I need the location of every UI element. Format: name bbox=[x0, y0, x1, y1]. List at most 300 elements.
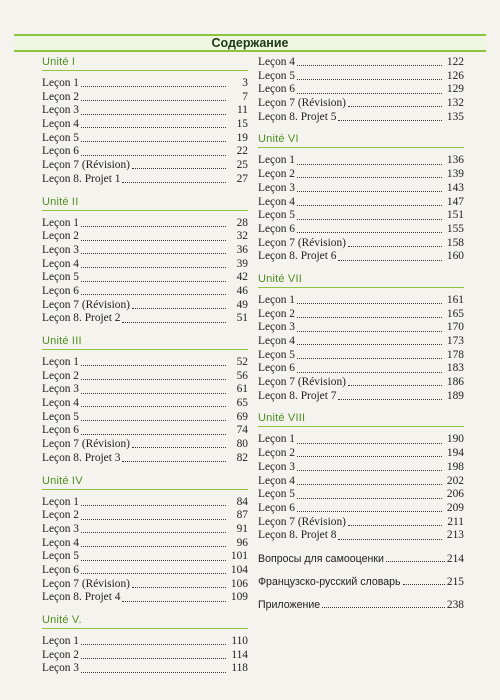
entry-label: Leçon 8. Projet 1 bbox=[42, 172, 121, 185]
entry-page: 132 bbox=[446, 97, 464, 110]
dot-leader bbox=[81, 226, 226, 227]
entry-page: 214 bbox=[446, 552, 464, 565]
toc-entry bbox=[42, 662, 248, 676]
entry-page: 183 bbox=[446, 362, 464, 375]
dot-leader bbox=[338, 399, 442, 400]
entry-page: 190 bbox=[446, 433, 464, 446]
spacer bbox=[258, 403, 464, 412]
entry-page: 84 bbox=[236, 495, 248, 508]
entry-label: Leçon 3 bbox=[258, 460, 296, 473]
dot-leader bbox=[132, 587, 226, 588]
entry-page: 104 bbox=[230, 563, 248, 576]
toc-entry bbox=[258, 529, 464, 543]
toc-entry bbox=[42, 77, 248, 91]
dot-leader bbox=[81, 393, 226, 394]
unit-heading bbox=[42, 475, 248, 488]
toc-entry bbox=[42, 104, 248, 118]
dot-leader bbox=[81, 406, 226, 407]
entry-label: Leçon 4 bbox=[258, 195, 296, 208]
unit-heading bbox=[42, 335, 248, 348]
entry-label: Leçon 5 bbox=[258, 69, 296, 82]
dot-leader bbox=[132, 168, 226, 169]
entry-label: Leçon 8. Projet 8 bbox=[258, 529, 337, 542]
entry-label: Leçon 6 bbox=[42, 284, 80, 297]
dot-leader bbox=[81, 546, 226, 547]
dot-leader bbox=[348, 525, 442, 526]
entry-page: 213 bbox=[446, 529, 464, 542]
entry-page: 198 bbox=[446, 460, 464, 473]
toc-entry bbox=[258, 223, 464, 237]
dot-leader bbox=[297, 498, 442, 499]
toc-entry bbox=[42, 550, 248, 564]
entry-page: 49 bbox=[236, 298, 248, 311]
entry-page: 129 bbox=[446, 83, 464, 96]
entry-label: Leçon 5 bbox=[42, 131, 80, 144]
unit-rule bbox=[42, 489, 248, 490]
unit-label: Unité VII bbox=[258, 272, 302, 285]
entry-label: Leçon 8. Projet 7 bbox=[258, 389, 337, 402]
entry-page: 194 bbox=[446, 447, 464, 460]
dot-leader bbox=[297, 191, 442, 192]
entry-label: Leçon 8. Projet 2 bbox=[42, 312, 121, 325]
entry-label: Leçon 7 (Révision) bbox=[42, 438, 130, 451]
entry-page: 42 bbox=[236, 271, 248, 284]
entry-label: Leçon 3 bbox=[258, 181, 296, 194]
entry-page: 211 bbox=[447, 515, 464, 528]
dot-leader bbox=[348, 106, 442, 107]
entry-page: 106 bbox=[230, 577, 248, 590]
toc-entry bbox=[42, 244, 248, 258]
entry-page: 61 bbox=[236, 383, 248, 396]
unit-label: Unité V. bbox=[42, 614, 82, 626]
unit-label: Unité VIII bbox=[258, 412, 306, 425]
toc-entry bbox=[258, 182, 464, 196]
entry-label: Leçon 6 bbox=[42, 424, 80, 437]
toc-entry bbox=[42, 578, 248, 592]
dot-leader bbox=[81, 658, 226, 659]
entry-label: Leçon 1 bbox=[42, 216, 80, 229]
entry-label: Leçon 6 bbox=[258, 501, 296, 514]
entry-label: Leçon 4 bbox=[258, 474, 296, 487]
entry-page: 46 bbox=[236, 284, 248, 297]
entry-label: Leçon 5 bbox=[42, 550, 80, 563]
entry-page: 82 bbox=[236, 451, 248, 464]
entry-label: Leçon 3 bbox=[42, 104, 80, 117]
entry-label: Leçon 6 bbox=[258, 362, 296, 375]
entry-page: 109 bbox=[230, 591, 248, 604]
toc-entry bbox=[42, 496, 248, 510]
unit-rule bbox=[42, 70, 248, 71]
spacer bbox=[258, 124, 464, 133]
unit-rule bbox=[258, 287, 464, 288]
dot-leader bbox=[297, 372, 442, 373]
entry-page: 27 bbox=[236, 172, 248, 185]
entry-label: Leçon 3 bbox=[42, 383, 80, 396]
entry-page: 155 bbox=[446, 222, 464, 235]
toc-entry bbox=[42, 356, 248, 370]
toc-entry bbox=[258, 433, 464, 447]
entry-label: Leçon 6 bbox=[258, 83, 296, 96]
entry-label: Leçon 2 bbox=[42, 230, 80, 243]
dot-leader bbox=[297, 219, 442, 220]
dot-leader bbox=[122, 601, 226, 602]
entry-page: 91 bbox=[236, 522, 248, 535]
toc-entry bbox=[42, 145, 248, 159]
entry-page: 19 bbox=[236, 131, 248, 144]
entry-label: Leçon 7 (Révision) bbox=[258, 376, 346, 389]
entry-page: 101 bbox=[230, 550, 248, 563]
toc-entry bbox=[258, 376, 464, 390]
spacer bbox=[258, 589, 464, 598]
entry-label: Leçon 7 (Révision) bbox=[42, 577, 130, 590]
entry-label: Leçon 8. Projet 6 bbox=[258, 250, 337, 263]
dot-leader bbox=[297, 358, 442, 359]
entry-page: 143 bbox=[446, 181, 464, 194]
entry-page: 22 bbox=[236, 145, 248, 158]
unit-rule bbox=[42, 349, 248, 350]
dot-leader bbox=[122, 461, 226, 462]
entry-label: Leçon 7 (Révision) bbox=[42, 159, 130, 172]
entry-label: Leçon 4 bbox=[42, 536, 80, 549]
toc-entry bbox=[258, 83, 464, 97]
appendix-entry bbox=[258, 598, 464, 612]
dot-leader bbox=[81, 86, 226, 87]
toc-right-column bbox=[258, 56, 464, 612]
unit-label: Unité I bbox=[42, 56, 76, 68]
entry-label: Leçon 7 (Révision) bbox=[258, 236, 346, 249]
dot-leader bbox=[297, 205, 442, 206]
appendix-entry bbox=[258, 575, 464, 589]
entry-label: Leçon 8. Projet 4 bbox=[42, 591, 121, 604]
entry-label: Leçon 5 bbox=[258, 209, 296, 222]
entry-label: Leçon 6 bbox=[42, 563, 80, 576]
dot-leader bbox=[297, 93, 442, 94]
unit-label: Unité III bbox=[42, 335, 82, 347]
dot-leader bbox=[81, 267, 226, 268]
entry-page: 11 bbox=[237, 104, 248, 117]
dot-leader bbox=[81, 519, 226, 520]
toc-entry bbox=[258, 349, 464, 363]
entry-label: Leçon 5 bbox=[42, 271, 80, 284]
dot-leader bbox=[297, 65, 442, 66]
entry-page: 69 bbox=[236, 410, 248, 423]
entry-page: 206 bbox=[446, 488, 464, 501]
entry-label: Leçon 2 bbox=[42, 509, 80, 522]
toc-entry bbox=[258, 168, 464, 182]
spacer bbox=[42, 605, 248, 614]
unit-heading bbox=[258, 133, 464, 146]
toc-entry bbox=[42, 91, 248, 105]
toc-entry bbox=[258, 209, 464, 223]
entry-page: 122 bbox=[446, 56, 464, 68]
toc-entry bbox=[258, 97, 464, 111]
entry-label: Leçon 7 (Révision) bbox=[258, 515, 346, 528]
toc-entry bbox=[42, 452, 248, 466]
entry-page: 118 bbox=[231, 662, 248, 675]
toc-entry bbox=[258, 475, 464, 489]
entry-page: 114 bbox=[231, 648, 248, 661]
dot-leader bbox=[297, 164, 442, 165]
toc-entry bbox=[42, 649, 248, 663]
toc-left-column bbox=[42, 56, 248, 676]
unit-heading bbox=[258, 412, 464, 425]
unit-label: Unité IV bbox=[42, 474, 83, 487]
dot-leader bbox=[297, 344, 442, 345]
entry-page: 151 bbox=[446, 209, 464, 222]
toc-entry bbox=[258, 362, 464, 376]
entry-label: Leçon 6 bbox=[258, 222, 296, 235]
entry-page: 178 bbox=[446, 348, 464, 361]
spacer bbox=[258, 566, 464, 575]
toc-entry bbox=[258, 516, 464, 530]
entry-page: 56 bbox=[236, 369, 248, 382]
entry-label: Leçon 2 bbox=[258, 168, 296, 181]
toc-entry bbox=[258, 56, 464, 70]
unit-rule bbox=[42, 210, 248, 211]
toc-entry bbox=[42, 523, 248, 537]
spacer bbox=[42, 326, 248, 335]
spacer bbox=[258, 264, 464, 273]
entry-label: Leçon 3 bbox=[42, 522, 80, 535]
dot-leader bbox=[81, 532, 226, 533]
toc-entry bbox=[42, 438, 248, 452]
toc-entry bbox=[42, 159, 248, 173]
entry-label: Leçon 4 bbox=[42, 118, 80, 131]
dot-leader bbox=[122, 322, 226, 323]
dot-leader bbox=[122, 182, 226, 183]
dot-leader bbox=[297, 456, 442, 457]
dot-leader bbox=[81, 240, 226, 241]
toc-entry bbox=[258, 196, 464, 210]
entry-page: 28 bbox=[236, 216, 248, 229]
toc-entry bbox=[258, 461, 464, 475]
entry-page: 3 bbox=[242, 77, 248, 89]
unit-heading bbox=[42, 56, 248, 69]
toc-entry bbox=[258, 111, 464, 125]
unit-label: Unité VI bbox=[258, 133, 299, 146]
entry-label: Leçon 5 bbox=[258, 348, 296, 361]
entry-page: 74 bbox=[236, 424, 248, 437]
dot-leader bbox=[81, 100, 226, 101]
entry-label: Leçon 1 bbox=[42, 356, 80, 368]
toc-entry bbox=[42, 285, 248, 299]
page-title: Содержание bbox=[211, 36, 289, 50]
dot-leader bbox=[297, 331, 442, 332]
toc-entry bbox=[258, 154, 464, 168]
spacer bbox=[42, 466, 248, 475]
toc-entry bbox=[42, 132, 248, 146]
dot-leader bbox=[81, 294, 226, 295]
entry-page: 80 bbox=[236, 438, 248, 451]
dot-leader bbox=[297, 443, 442, 444]
dot-leader bbox=[81, 379, 226, 380]
toc-entry bbox=[42, 258, 248, 272]
unit-label: Unité II bbox=[42, 195, 79, 208]
entry-page: 215 bbox=[446, 575, 464, 588]
entry-label: Leçon 5 bbox=[42, 410, 80, 423]
dot-leader bbox=[338, 539, 442, 540]
dot-leader bbox=[81, 281, 226, 282]
dot-leader bbox=[81, 253, 226, 254]
toc-entry bbox=[42, 591, 248, 605]
dot-leader bbox=[81, 365, 226, 366]
dot-leader bbox=[132, 308, 226, 309]
dot-leader bbox=[403, 584, 445, 585]
entry-label: Leçon 3 bbox=[42, 662, 80, 675]
entry-label: Leçon 1 bbox=[42, 77, 80, 89]
entry-label: Leçon 7 (Révision) bbox=[258, 97, 346, 110]
entry-page: 52 bbox=[236, 356, 248, 368]
entry-page: 139 bbox=[446, 168, 464, 181]
spacer bbox=[42, 187, 248, 196]
entry-page: 36 bbox=[236, 243, 248, 256]
dot-leader bbox=[297, 317, 442, 318]
entry-label: Leçon 4 bbox=[42, 397, 80, 410]
dot-leader bbox=[81, 434, 226, 435]
dot-leader bbox=[81, 672, 226, 673]
appendix-entry bbox=[258, 552, 464, 566]
dot-leader bbox=[322, 607, 445, 608]
entry-label: Leçon 3 bbox=[42, 243, 80, 256]
entry-label: Leçon 1 bbox=[42, 495, 80, 508]
entry-label: Leçon 5 bbox=[258, 488, 296, 501]
unit-rule bbox=[42, 628, 248, 629]
entry-label: Французско-русский словарь bbox=[258, 575, 401, 588]
spacer bbox=[258, 543, 464, 552]
entry-label: Leçon 1 bbox=[42, 635, 80, 647]
toc-entry bbox=[258, 237, 464, 251]
entry-label: Leçon 3 bbox=[258, 321, 296, 334]
entry-label: Leçon 2 bbox=[258, 307, 296, 320]
entry-label: Вопросы для самооценки bbox=[258, 552, 384, 565]
entry-page: 202 bbox=[446, 474, 464, 487]
dot-leader bbox=[132, 447, 226, 448]
dot-leader bbox=[338, 260, 442, 261]
unit-heading bbox=[258, 273, 464, 286]
entry-page: 96 bbox=[236, 536, 248, 549]
toc-entry bbox=[258, 488, 464, 502]
dot-leader bbox=[81, 155, 226, 156]
unit-heading bbox=[42, 614, 248, 627]
toc-entry bbox=[258, 502, 464, 516]
entry-page: 65 bbox=[236, 397, 248, 410]
entry-label: Leçon 1 bbox=[258, 433, 296, 446]
entry-page: 32 bbox=[236, 230, 248, 243]
entry-page: 209 bbox=[446, 501, 464, 514]
entry-page: 189 bbox=[446, 389, 464, 402]
dot-leader bbox=[348, 385, 442, 386]
entry-label: Leçon 2 bbox=[42, 90, 80, 103]
entry-label: Приложение bbox=[258, 598, 321, 611]
unit-rule bbox=[258, 147, 464, 148]
toc-entry bbox=[42, 173, 248, 187]
entry-label: Leçon 2 bbox=[42, 369, 80, 382]
toc-entry bbox=[42, 299, 248, 313]
entry-page: 160 bbox=[446, 250, 464, 263]
unit-heading bbox=[42, 196, 248, 209]
dot-leader bbox=[81, 127, 226, 128]
entry-label: Leçon 1 bbox=[258, 154, 296, 167]
toc-entry bbox=[258, 308, 464, 322]
toc-entry bbox=[42, 509, 248, 523]
entry-page: 87 bbox=[236, 509, 248, 522]
dot-leader bbox=[81, 420, 226, 421]
toc-entry bbox=[258, 250, 464, 264]
toc-entry bbox=[42, 383, 248, 397]
toc-entry bbox=[42, 118, 248, 132]
toc-entry bbox=[42, 271, 248, 285]
entry-page: 15 bbox=[236, 118, 248, 131]
toc-entry bbox=[258, 294, 464, 308]
toc-entry bbox=[42, 230, 248, 244]
unit-rule bbox=[258, 426, 464, 427]
entry-page: 170 bbox=[446, 321, 464, 334]
title-bar bbox=[14, 34, 486, 52]
entry-page: 161 bbox=[446, 293, 464, 306]
dot-leader bbox=[338, 120, 442, 121]
toc-entry bbox=[42, 537, 248, 551]
entry-label: Leçon 8. Projet 3 bbox=[42, 451, 121, 464]
toc-entry bbox=[258, 321, 464, 335]
toc-entry bbox=[258, 447, 464, 461]
toc-entry bbox=[42, 411, 248, 425]
toc-entry bbox=[42, 397, 248, 411]
entry-label: Leçon 4 bbox=[258, 335, 296, 347]
dot-leader bbox=[81, 644, 226, 645]
entry-page: 165 bbox=[446, 307, 464, 320]
entry-page: 7 bbox=[242, 90, 248, 103]
toc-entry bbox=[42, 424, 248, 438]
dot-leader bbox=[81, 573, 226, 574]
entry-page: 110 bbox=[231, 635, 248, 647]
toc-entry bbox=[258, 390, 464, 404]
entry-page: 39 bbox=[236, 257, 248, 270]
toc-entry bbox=[42, 217, 248, 231]
entry-label: Leçon 2 bbox=[42, 648, 80, 661]
entry-page: 126 bbox=[446, 69, 464, 82]
dot-leader bbox=[81, 114, 226, 115]
entry-page: 136 bbox=[446, 154, 464, 167]
dot-leader bbox=[81, 505, 226, 506]
toc-entry bbox=[42, 635, 248, 649]
entry-label: Leçon 8. Projet 5 bbox=[258, 110, 337, 123]
toc-entry bbox=[42, 564, 248, 578]
entry-page: 173 bbox=[446, 335, 464, 347]
dot-leader bbox=[297, 511, 442, 512]
dot-leader bbox=[297, 303, 442, 304]
dot-leader bbox=[81, 141, 226, 142]
toc-entry bbox=[42, 312, 248, 326]
entry-label: Leçon 1 bbox=[258, 293, 296, 306]
entry-page: 51 bbox=[236, 312, 248, 325]
dot-leader bbox=[297, 79, 442, 80]
entry-label: Leçon 2 bbox=[258, 447, 296, 460]
dot-leader bbox=[297, 484, 442, 485]
entry-label: Leçon 4 bbox=[42, 257, 80, 270]
entry-page: 238 bbox=[446, 598, 464, 611]
entry-page: 158 bbox=[446, 236, 464, 249]
toc-entry bbox=[258, 335, 464, 349]
toc-entry bbox=[42, 370, 248, 384]
entry-page: 186 bbox=[446, 376, 464, 389]
dot-leader bbox=[297, 470, 442, 471]
dot-leader bbox=[297, 232, 442, 233]
entry-label: Leçon 6 bbox=[42, 145, 80, 158]
entry-label: Leçon 4 bbox=[258, 56, 296, 68]
entry-label: Leçon 7 (Révision) bbox=[42, 298, 130, 311]
dot-leader bbox=[386, 561, 445, 562]
dot-leader bbox=[297, 177, 442, 178]
